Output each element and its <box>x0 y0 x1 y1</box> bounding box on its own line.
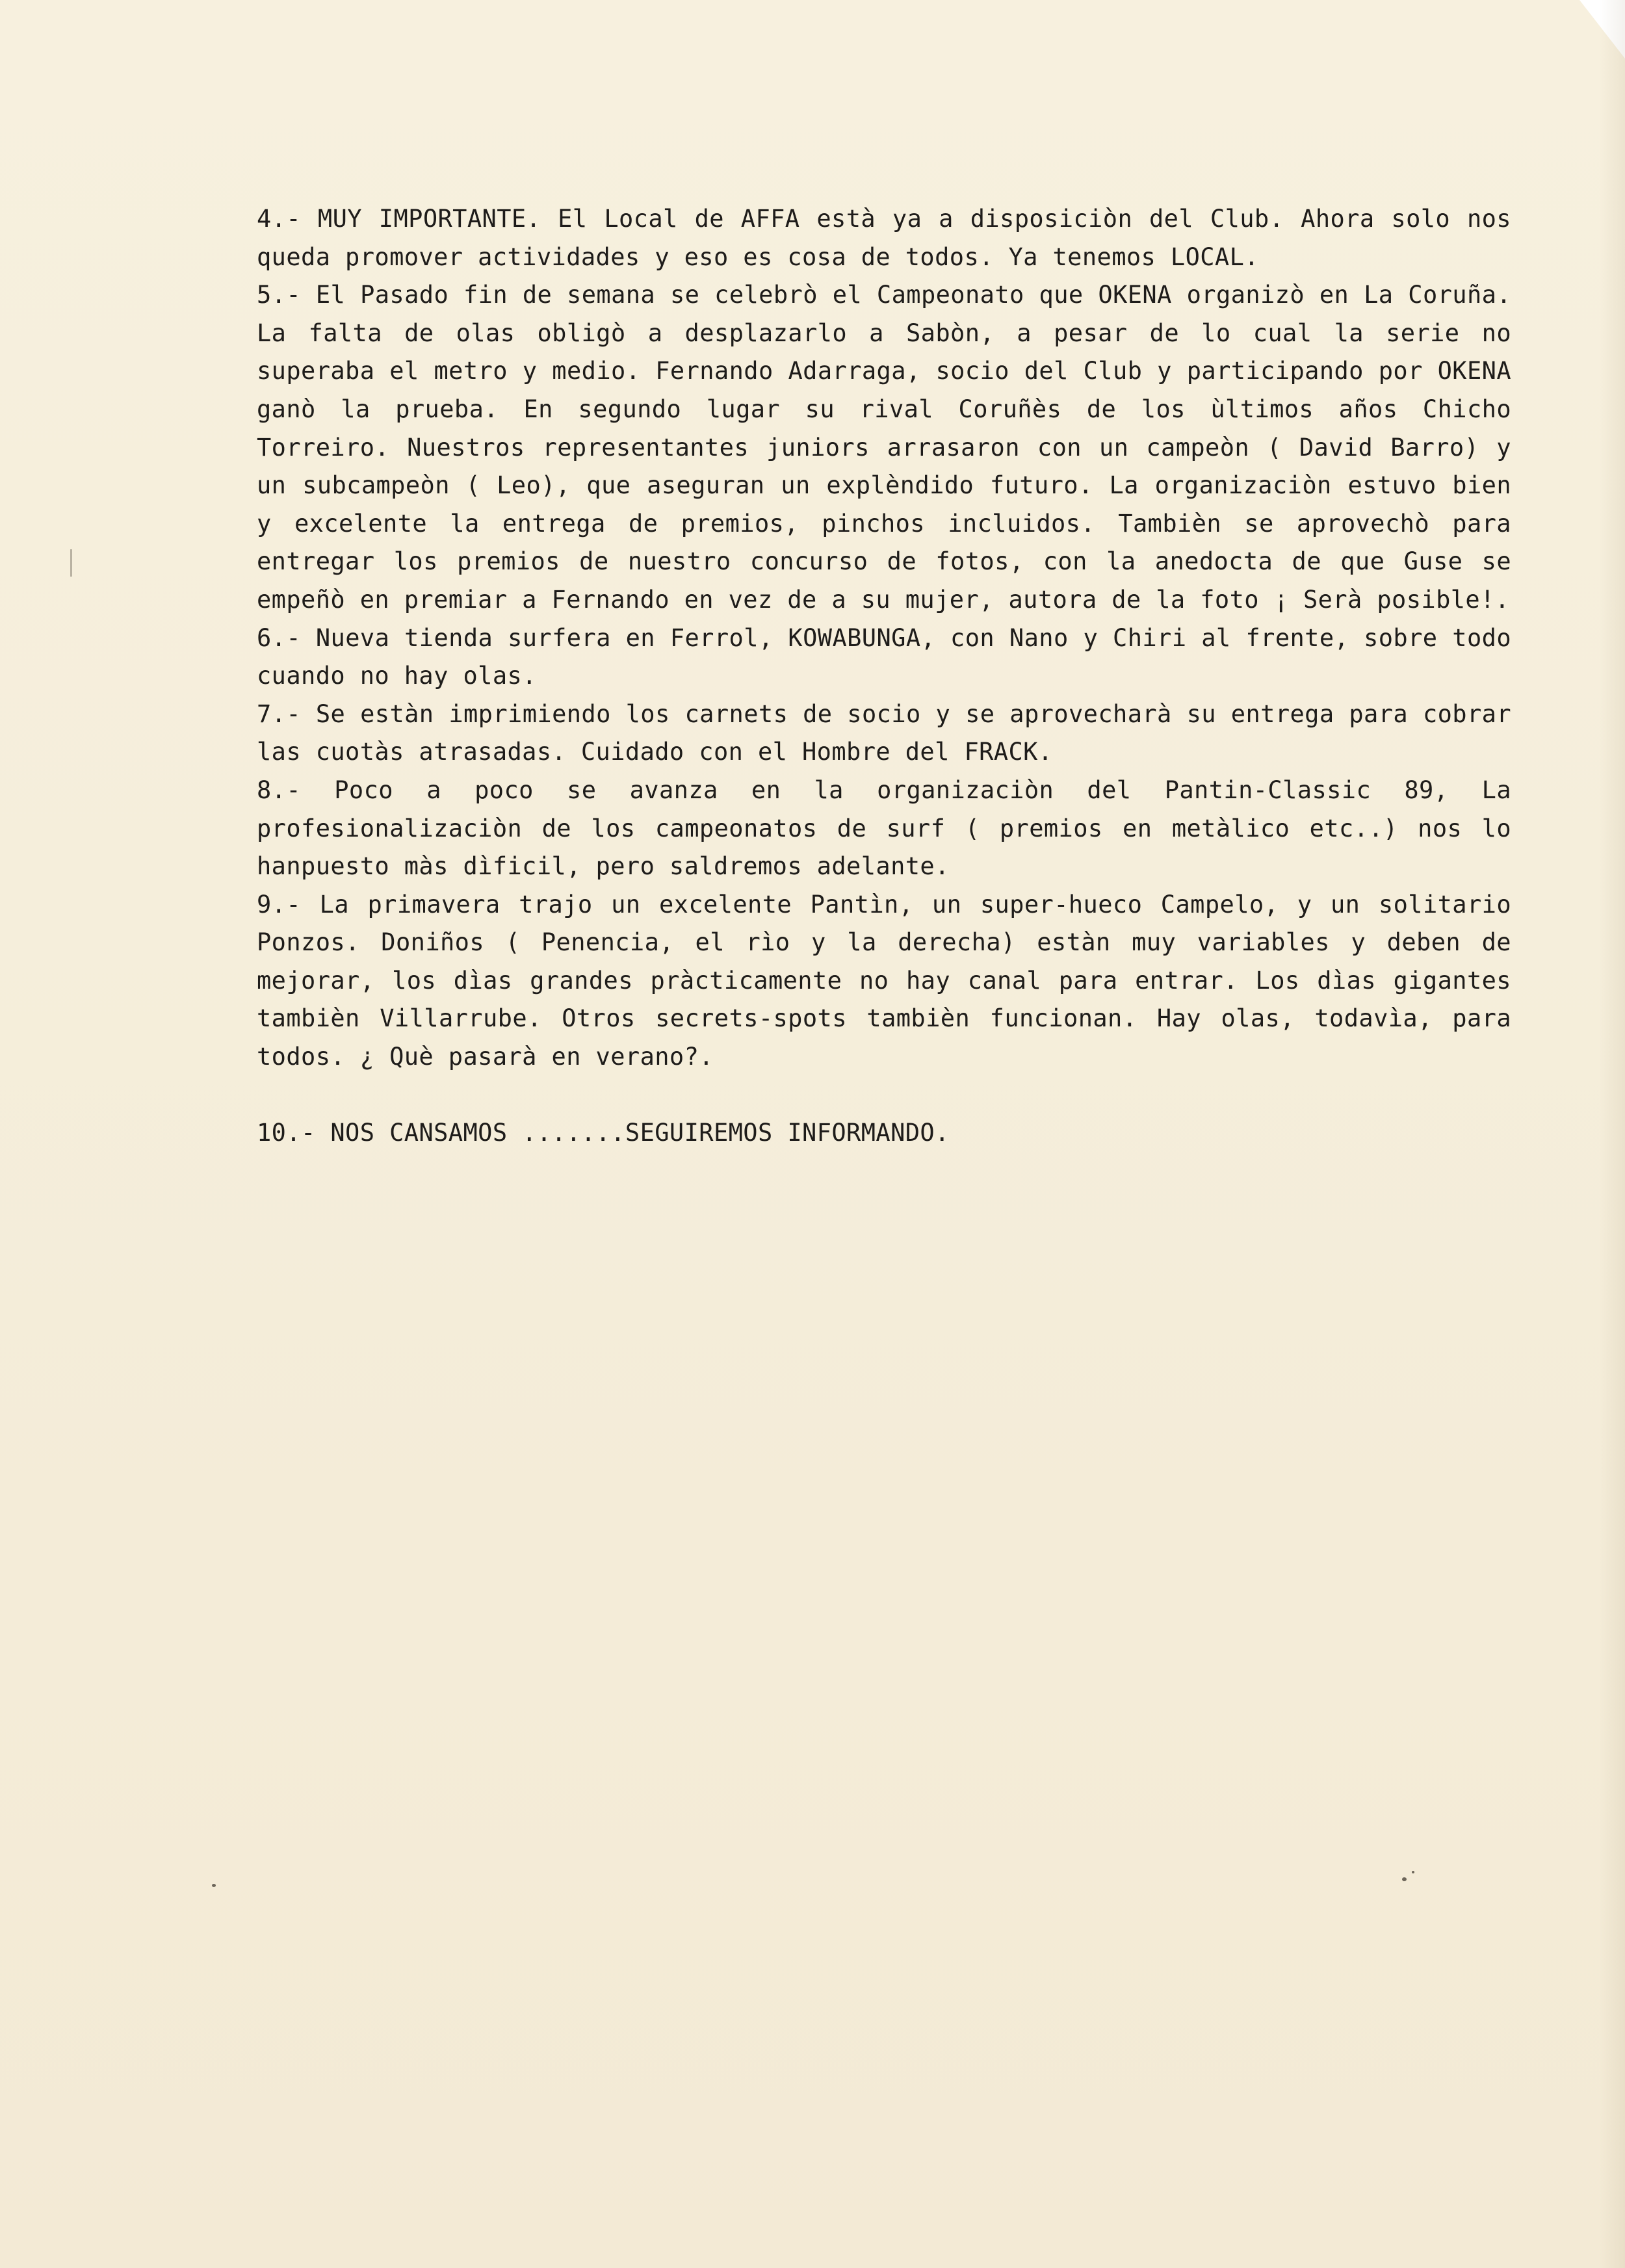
ink-speck <box>212 1884 216 1887</box>
list-item: 5.- El Pasado fin de semana se celebrò el Campeonato que OKENA organizò en La Coruña. La falta de olas obligò a desplazarlo a Sabòn, a pesar de lo cual la serie no superaba el metro y medio. Fernando Adarraga, socio del Club y participando por OKENA ganò la prueba. En segundo lugar su rival Coruñès de los ùltimos años Chicho Torreiro. Nuestros representantes juniors arrasaron con un campeòn ( David Barro) y un subcampeòn ( Leo), que aseguran un explèndido futuro. La organizaciòn estuvo bien y excelente la entrega de premios, pinchos incluidos. Tambièn se aprovechò para entregar los premios de nuestro concurso de fotos, con la anedocta de que Guse se empeñò en premiar a Fernando en vez de a su mujer, autora de la foto ¡ Serà posible!. <box>257 281 1511 614</box>
document-body <box>257 200 1511 1152</box>
page-corner <box>1580 0 1625 59</box>
ink-speck <box>1412 1871 1414 1873</box>
list-item: 6.- Nueva tienda surfera en Ferrol, KOWABUNGA, con Nano y Chiri al frente, sobre todo cuando no hay olas. <box>257 623 1511 690</box>
list-item: 4.- MUY IMPORTANTE. El Local de AFFA està ya a disposiciòn del Club. Ahora solo nos queda promover actividades y eso es cosa de todos. Ya tenemos LOCAL. <box>257 205 1511 271</box>
list-item: 9.- La primavera trajo un excelente Pantìn, un super-hueco Campelo, y un solitario Ponzos. Doniños ( Penencia, el rìo y la derecha) estàn muy variables y deben de mejorar, los dìas grandes pràcticamente no hay canal para entrar. Los dìas gigantes tambièn Villarrube. Otros secrets-spots tambièn funcionan. Hay olas, todavìa, para todos. ¿ Què pasarà en verano?. <box>257 890 1511 1071</box>
ink-speck <box>1402 1877 1407 1881</box>
margin-mark <box>70 549 72 577</box>
list-item: 8.- Poco a poco se avanza en la organizaciòn del Pantin-Classic 89, La profesionalizaciòn de los campeonatos de surf ( premios en metàlico etc..) nos lo hanpuesto màs dìficil, pero saldremos adelante. <box>257 776 1511 881</box>
closing-line: 10.- NOS CANSAMOS .......SEGUIREMOS INFORMANDO. <box>257 1118 950 1147</box>
list-item: 7.- Se estàn imprimiendo los carnets de socio y se aprovecharà su entrega para cobrar las cuotàs atrasadas. Cuidado con el Hombre del FRACK. <box>257 699 1511 766</box>
